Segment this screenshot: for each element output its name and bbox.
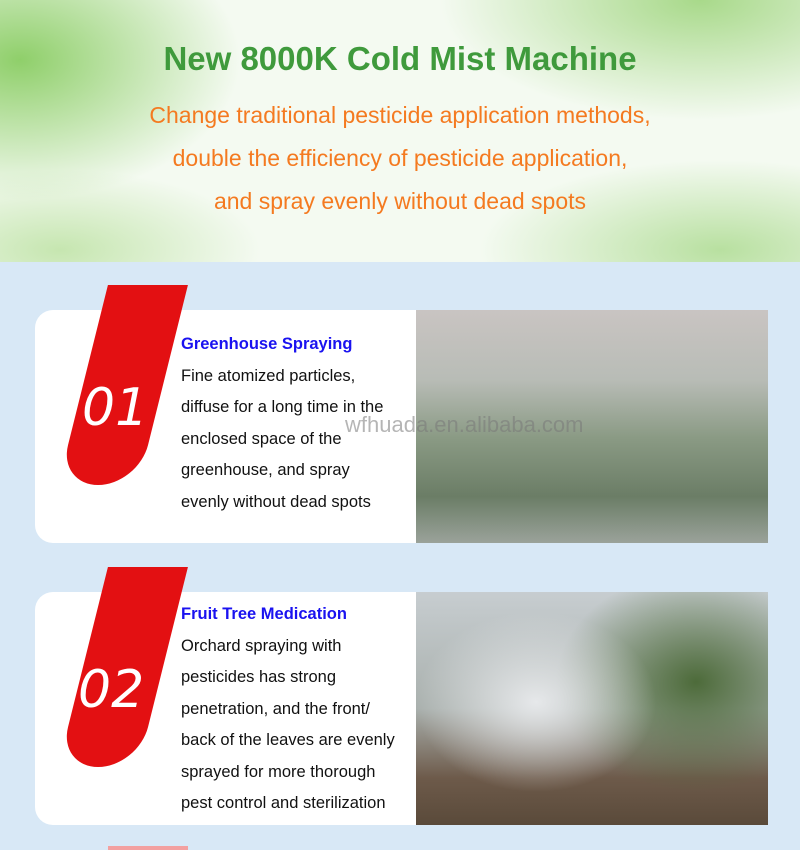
- feature-line: sprayed for more thorough: [181, 762, 376, 781]
- next-tab-edge: [108, 846, 188, 850]
- feature-line: enclosed space of the: [181, 429, 342, 448]
- watermark: wfhuada.en.alibaba.com: [345, 412, 584, 437]
- feature-line: diffuse for a long time in the: [181, 398, 384, 416]
- subtitle-line: double the efficiency of pesticide application,: [172, 145, 628, 171]
- page-title: New 8000K Cold Mist Machine: [163, 40, 637, 77]
- feature-line: pesticides has strong: [181, 668, 337, 686]
- feature-line: penetration, and the front/: [181, 699, 370, 718]
- feature-number: 01: [82, 378, 149, 438]
- feature-number: 02: [78, 660, 145, 720]
- subtitle-line: and spray evenly without dead spots: [213, 188, 587, 214]
- feature-heading: Greenhouse Spraying: [181, 335, 353, 353]
- orchard-photo: [416, 592, 768, 825]
- feature-line: Orchard spraying with: [181, 636, 342, 655]
- subtitle-line: Change traditional pesticide application methods,: [149, 102, 651, 128]
- feature-heading: Fruit Tree Medication: [181, 605, 347, 623]
- hero-banner: [0, 0, 800, 262]
- feature-text: [181, 599, 395, 820]
- feature-line: evenly without dead spots: [181, 492, 371, 511]
- feature-line: pest control and sterilization: [181, 794, 386, 812]
- feature-line: Fine atomized particles,: [181, 366, 356, 385]
- feature-line: back of the leaves are evenly: [181, 731, 395, 749]
- feature-line: greenhouse, and spray: [181, 461, 350, 479]
